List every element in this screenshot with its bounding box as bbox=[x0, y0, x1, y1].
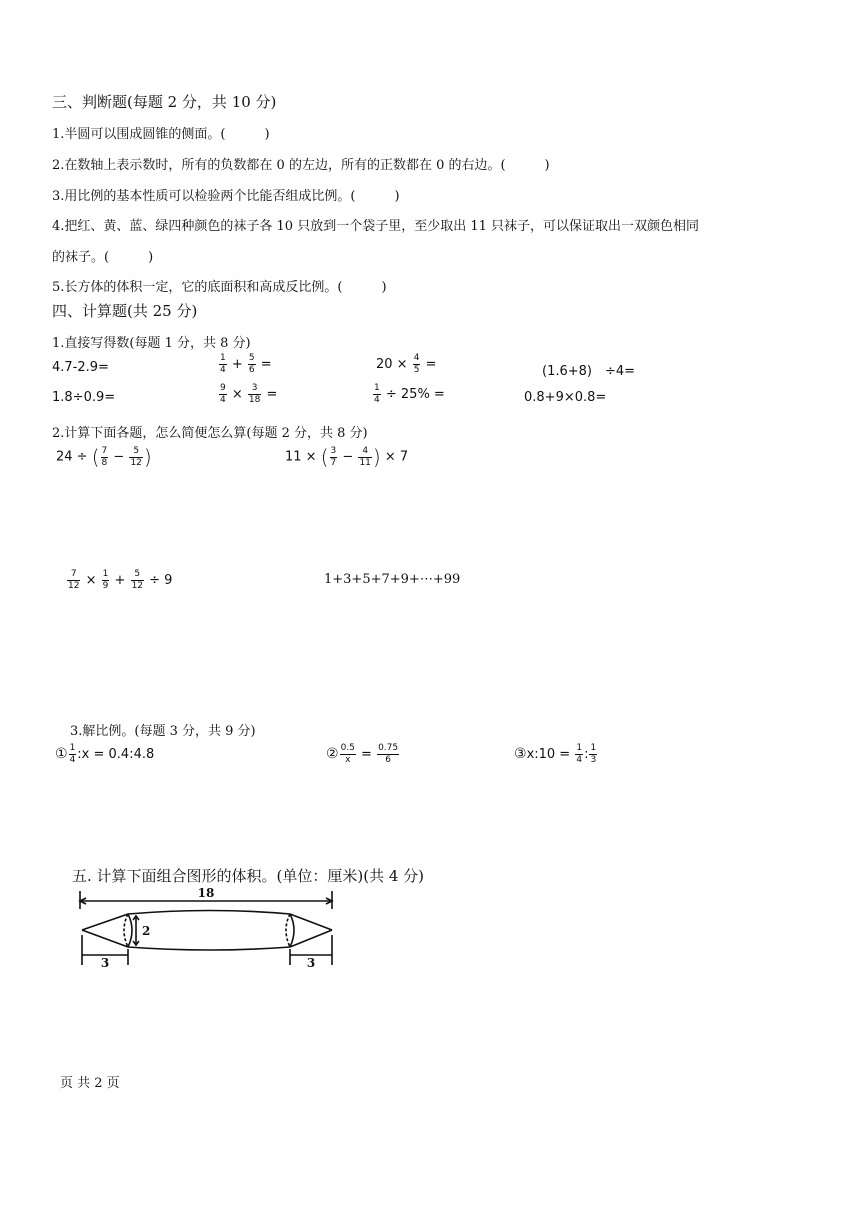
section5-title: 五. 计算下面组合图形的体积。(单位：厘米)(共 4 分) bbox=[72, 867, 425, 885]
figure-diameter-label: 2 bbox=[142, 924, 151, 938]
figure-left-cone-label: 3 bbox=[100, 956, 110, 970]
oral-calc-4: (1.6+8) ÷4= bbox=[542, 364, 636, 379]
oral-calc-2: $\frac{1}{4}$ + $\frac{5}{6}$ = bbox=[220, 353, 272, 375]
part3-title: 3.解比例。(每题 3 分，共 9 分) bbox=[70, 724, 256, 739]
oral-calc-3: 20 × $\frac{4}{5}$ = bbox=[376, 353, 437, 375]
section3-title: 三、判断题(每题 2 分，共 10 分) bbox=[52, 93, 277, 111]
proportion-2: ② $\frac{0.5}{x}$ = $\frac{0.75}{6}$ bbox=[326, 743, 399, 765]
section4-title: 四、计算题(共 25 分) bbox=[52, 302, 198, 320]
judge-item-2: 2.在数轴上表示数时，所有的负数都在 0 的左边，所有的正数都在 0 的右边。( ) bbox=[52, 158, 550, 173]
figure-length-label: 18 bbox=[197, 886, 215, 900]
part2-title: 2.计算下面各题，怎么简便怎么算(每题 2 分，共 8 分) bbox=[52, 426, 368, 441]
simplify-expr-3: $\frac{7}{12}$ × $\frac{1}{9}$ + $\frac{5}{12}$ ÷ 9 bbox=[68, 569, 173, 591]
oral-calc-1: 4.7-2.9= bbox=[52, 360, 109, 375]
composite-solid-figure bbox=[70, 885, 350, 970]
oral-calc-6: $\frac{9}{4}$ × $\frac{3}{18}$ = bbox=[220, 383, 278, 405]
simplify-expr-4: 1+3+5+7+9+⋯+99 bbox=[324, 572, 461, 587]
judge-item-5: 5.长方体的体积一定，它的底面积和高成反比例。( ) bbox=[52, 280, 387, 295]
judge-item-1: 1.半圆可以围成圆锥的侧面。( ) bbox=[52, 127, 270, 142]
simplify-expr-2: 11 × ( $\frac{3}{7}$ − $\frac{4}{11}$ ) × 7 bbox=[285, 445, 409, 469]
judge-item-4: 4.把红、黄、蓝、绿四种颜色的袜子各 10 只放到一个袋子里，至少取出 11 只袜子，可以保证取出一双颜色相同 bbox=[52, 219, 700, 234]
oral-calc-5: 1.8÷0.9= bbox=[52, 390, 116, 405]
judge-item-4-cont: 的袜子。( ) bbox=[52, 250, 154, 265]
oral-calc-7: $\frac{1}{4}$ ÷ 25% = bbox=[374, 383, 445, 405]
proportion-1: ① $\frac{1}{4}$ :x = 0.4:4.8 bbox=[55, 743, 155, 765]
part1-title: 1.直接写得数(每题 1 分，共 8 分) bbox=[52, 336, 251, 351]
oral-calc-8: 0.8+9×0.8= bbox=[524, 390, 607, 405]
simplify-expr-1: 24 ÷ ( $\frac{7}{8}$ − $\frac{5}{12}$ ) bbox=[56, 445, 152, 469]
figure-right-cone-label: 3 bbox=[306, 956, 316, 970]
proportion-3: ③x:10 = $\frac{1}{4}$ : $\frac{1}{3}$ bbox=[514, 743, 597, 765]
judge-item-3: 3.用比例的基本性质可以检验两个比能否组成比例。( ) bbox=[52, 189, 400, 204]
page-footer: 页 共 2 页 bbox=[60, 1076, 120, 1091]
